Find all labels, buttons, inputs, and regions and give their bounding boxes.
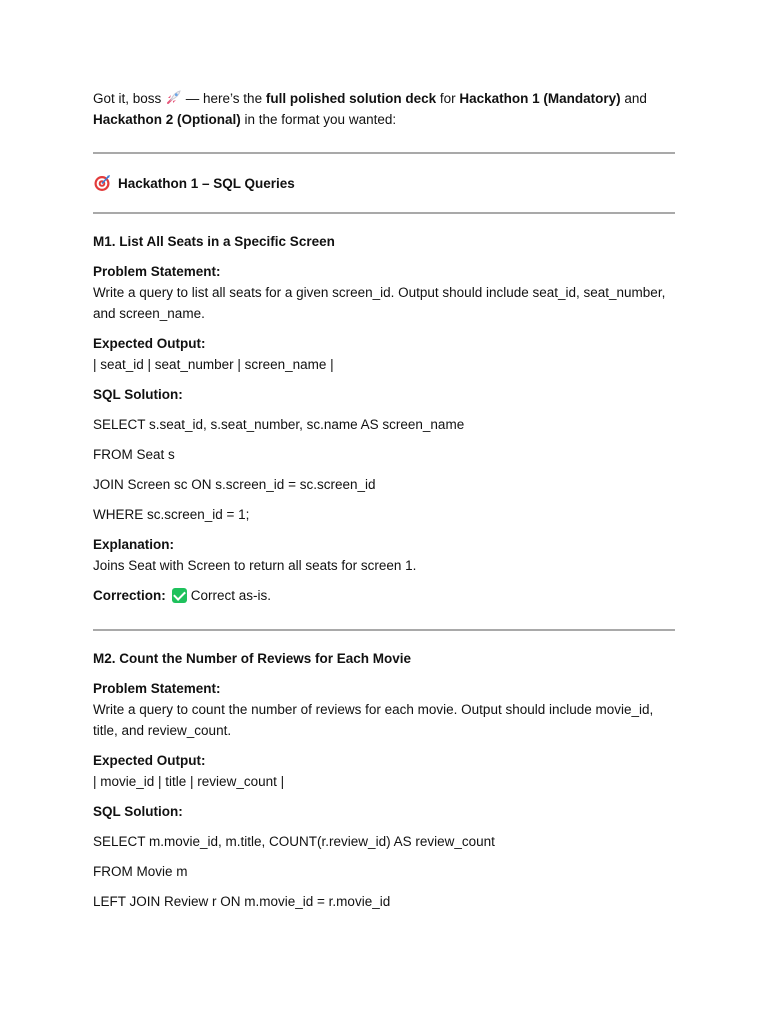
intro-paragraph <box>93 88 675 130</box>
problem-text: Write a query to list all seats for a given screen_id. Output should include seat_id, seat_number, and screen_name. <box>93 285 666 321</box>
intro-text: in the format you wanted: <box>240 112 397 127</box>
m1-correction <box>93 585 675 606</box>
m2-expected <box>93 750 675 792</box>
correction-text: Correct as-is. <box>190 588 272 603</box>
intro-text: for <box>436 91 460 106</box>
target-icon <box>93 174 111 192</box>
explanation-label: Explanation: <box>93 537 175 552</box>
expected-text: | movie_id | title | review_count | <box>93 774 285 789</box>
sql-label: SQL Solution: <box>93 804 183 819</box>
expected-label: Expected Output: <box>93 753 206 768</box>
explanation-text: Joins Seat with Screen to return all seats for screen 1. <box>93 558 417 573</box>
intro-bold: full polished solution deck <box>265 91 437 106</box>
sql-label: SQL Solution: <box>93 387 183 402</box>
m1-title: M1. List All Seats in a Specific Screen <box>93 234 335 249</box>
heading-text: Hackathon 1 – SQL Queries <box>118 175 295 191</box>
sql-line: WHERE sc.screen_id = 1; <box>93 507 250 522</box>
intro-bold: Hackathon 2 (Optional) <box>93 112 241 127</box>
sql-line: SELECT s.seat_id, s.seat_number, sc.name AS screen_name <box>93 417 465 432</box>
correction-label: Correction: <box>93 588 166 603</box>
divider <box>93 212 675 214</box>
divider <box>93 629 675 631</box>
check-icon <box>172 588 187 603</box>
rocket-icon <box>165 89 182 106</box>
sql-line: SELECT m.movie_id, m.title, COUNT(r.review_id) AS review_count <box>93 834 495 849</box>
m1-expected <box>93 333 675 375</box>
problem-text: Write a query to count the number of reviews for each movie. Output should include movie_id, title, and review_count. <box>93 702 654 738</box>
problem-label: Problem Statement: <box>93 681 221 696</box>
section-heading <box>93 154 675 212</box>
m1-explanation <box>93 534 675 576</box>
sql-line: FROM Seat s <box>93 447 175 462</box>
intro-text: Got it, boss <box>93 91 166 106</box>
intro-bold: Hackathon 1 (Mandatory) <box>459 91 621 106</box>
sql-line: LEFT JOIN Review r ON m.movie_id = r.movie_id <box>93 894 391 909</box>
m1-problem <box>93 261 675 324</box>
intro-text: and <box>620 91 647 106</box>
m2-title: M2. Count the Number of Reviews for Each Movie <box>93 651 412 666</box>
problem-label: Problem Statement: <box>93 264 221 279</box>
expected-text: | seat_id | seat_number | screen_name | <box>93 357 334 372</box>
m2-problem <box>93 678 675 741</box>
expected-label: Expected Output: <box>93 336 206 351</box>
sql-line: JOIN Screen sc ON s.screen_id = sc.screen_id <box>93 477 376 492</box>
document-page <box>93 88 675 921</box>
sql-line: FROM Movie m <box>93 864 188 879</box>
intro-text: — here’s the <box>182 91 266 106</box>
